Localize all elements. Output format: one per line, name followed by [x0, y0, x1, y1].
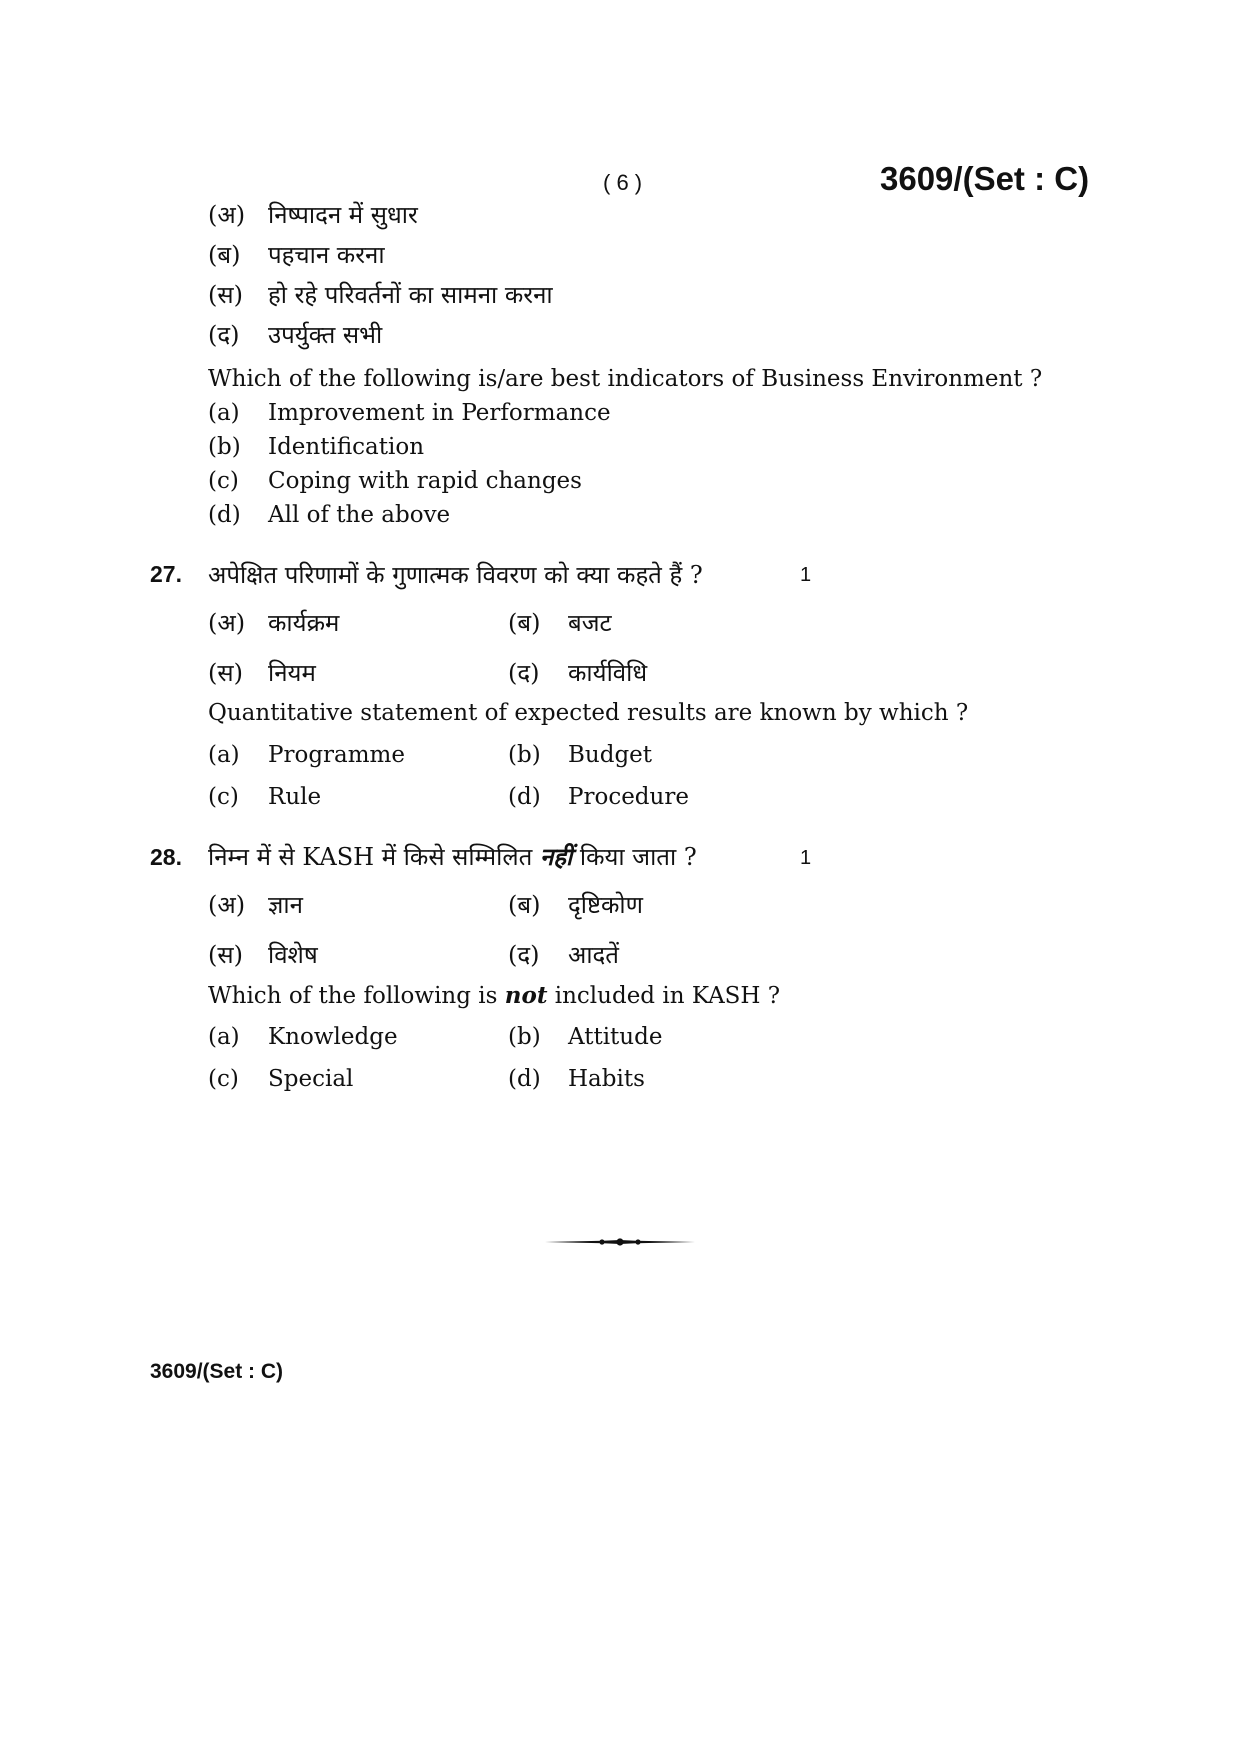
option-hi-b: (ब) पहचान करना	[208, 241, 385, 269]
option-28-hi-c: (स) विशेष	[208, 941, 318, 969]
question-28-en: Which of the following is not included in KASH ?	[208, 982, 781, 1009]
option-en-d: (d) All of the above	[208, 502, 451, 528]
option-28-en-c: (c) Special	[208, 1066, 354, 1092]
end-ornament	[545, 1236, 695, 1248]
marks-28: 1	[800, 847, 812, 869]
option-27-en-b: (b) Budget	[508, 742, 653, 768]
question-26-en: Which of the following is/are best indicators of Business Environment ?	[208, 366, 1043, 392]
set-code-footer: 3609/(Set : C)	[150, 1360, 284, 1383]
option-en-b: (b) Identification	[208, 434, 425, 460]
option-28-en-d: (d) Habits	[508, 1066, 645, 1092]
marks-27: 1	[800, 564, 812, 586]
question-27-hi: अपेक्षित परिणामों के गुणात्मक विवरण को क्या कहते हैं ?	[208, 561, 703, 589]
emphasis-not-hi: नहीं	[539, 842, 573, 871]
option-27-en-c: (c) Rule	[208, 784, 322, 810]
question-number-27: 27.	[150, 561, 182, 587]
option-28-en-a: (a) Knowledge	[208, 1024, 398, 1050]
option-27-en-d: (d) Procedure	[508, 784, 689, 810]
page-number: ( 6 )	[603, 170, 643, 195]
question-28-hi: निम्न में से KASH में किसे सम्मिलित नहीं किया जाता ?	[208, 842, 697, 871]
emphasis-not-en: not	[504, 982, 548, 1009]
option-hi-a: (अ) निष्पादन में सुधार	[208, 201, 418, 229]
option-28-hi-a: (अ) ज्ञान	[208, 891, 303, 919]
question-27-en: Quantitative statement of expected results are known by which ?	[208, 700, 969, 726]
option-27-hi-d: (द) कार्यविधि	[508, 659, 648, 687]
option-28-hi-d: (द) आदतें	[508, 941, 619, 969]
question-number-28: 28.	[150, 844, 182, 870]
option-28-hi-b: (ब) दृष्टिकोण	[508, 891, 643, 919]
set-code-header: 3609/(Set : C)	[880, 160, 1090, 197]
option-27-hi-a: (अ) कार्यक्रम	[208, 609, 340, 637]
option-hi-d: (द) उपर्युक्त सभी	[208, 321, 383, 349]
option-27-hi-c: (स) नियम	[208, 659, 316, 687]
option-27-hi-b: (ब) बजट	[508, 609, 612, 637]
option-en-a: (a) Improvement in Performance	[208, 400, 611, 426]
option-hi-c: (स) हो रहे परिवर्तनों का सामना करना	[208, 281, 553, 309]
option-27-en-a: (a) Programme	[208, 742, 405, 768]
option-28-en-b: (b) Attitude	[508, 1024, 663, 1050]
option-en-c: (c) Coping with rapid changes	[208, 468, 582, 494]
